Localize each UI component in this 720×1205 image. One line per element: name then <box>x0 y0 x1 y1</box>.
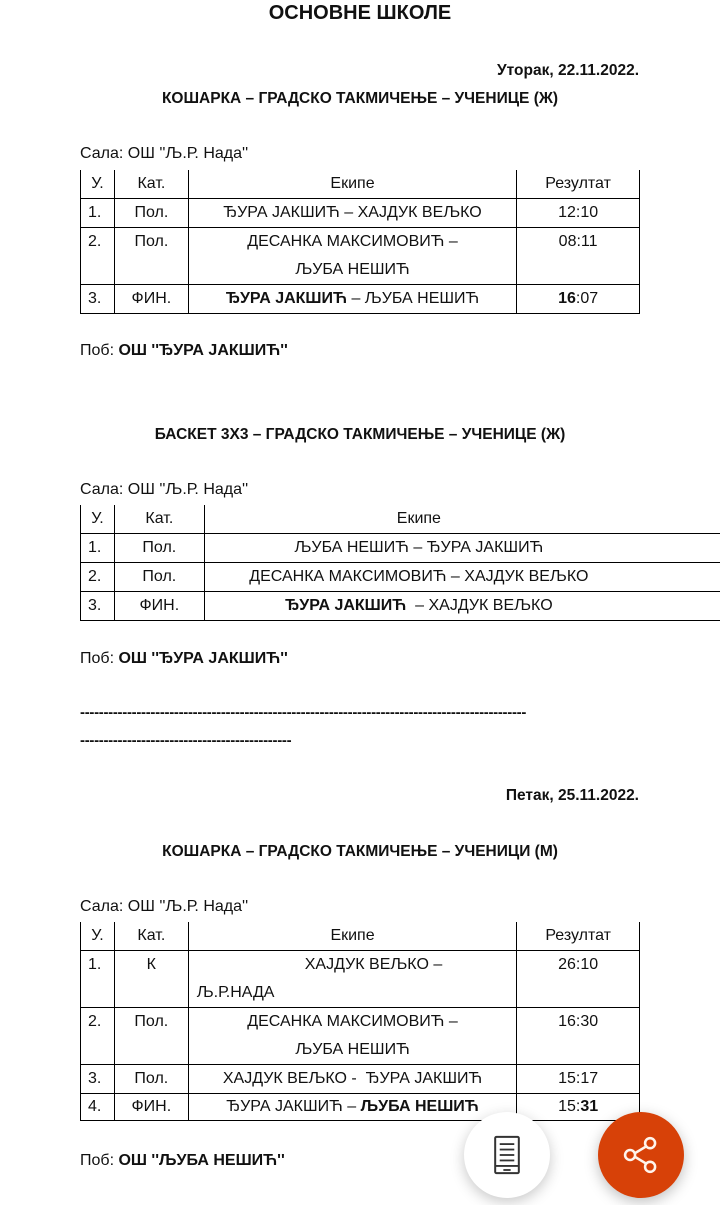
score-a: 08 <box>558 233 577 250</box>
col-no: У. <box>81 170 115 199</box>
team-b: ХАЈДУК ВЕЉКО <box>428 597 553 614</box>
team-sep: – <box>408 539 427 556</box>
row-teams <box>188 1008 517 1065</box>
table-row <box>81 228 640 285</box>
row-score: 15:17 <box>517 1065 640 1094</box>
row-score <box>517 228 640 285</box>
row-score <box>517 285 640 314</box>
score-b: 10 <box>580 204 599 221</box>
row-cat: Пол. <box>114 1008 188 1065</box>
score-b-winner: 31 <box>580 1098 599 1115</box>
section2-table <box>80 505 720 621</box>
row-cat: К <box>114 951 188 1008</box>
share-icon <box>621 1135 661 1175</box>
score-sep: : <box>575 204 581 221</box>
col-cat: Кат. <box>114 170 188 199</box>
row-cat: ФИН. <box>114 285 188 314</box>
team-sep: – <box>347 290 365 307</box>
row-no: 3. <box>81 592 115 621</box>
row-cat: Пол. <box>114 1065 188 1094</box>
team-a: ЂУРА ЈАКШИЋ <box>223 204 340 221</box>
section1-venue: Сала: ОШ ''Љ.Р. Нада'' <box>80 145 249 162</box>
team-a-winner: ЂУРА ЈАКШИЋ <box>225 290 347 307</box>
table-row <box>81 1094 640 1121</box>
col-cat: Кат. <box>114 922 188 951</box>
col-result: Резултат <box>517 922 640 951</box>
winner-label: Поб: <box>80 1152 119 1169</box>
row-score: 16:30 <box>517 1008 640 1065</box>
row-score: 26:10 <box>517 951 640 1008</box>
team-sep: – <box>444 233 458 250</box>
winner-label: Поб: <box>80 650 119 667</box>
team-a-winner: ЂУРА ЈАКШИЋ <box>285 597 407 614</box>
winner-label: Поб: <box>80 342 119 359</box>
winner-name: ОШ ''ЉУБА НЕШИЋ'' <box>118 1152 285 1169</box>
row-no: 1. <box>81 199 115 228</box>
row-no: 3. <box>81 285 115 314</box>
row-teams <box>188 285 516 314</box>
team-sep: – <box>406 597 429 614</box>
date-friday: Петак, 25.11.2022. <box>505 787 639 804</box>
team-sep: – <box>339 204 358 221</box>
col-cat: Кат. <box>114 505 204 534</box>
team-b: ХАЈДУК ВЕЉКО <box>464 568 589 585</box>
team-a: ДЕСАНКА МАКСИМОВИЋ <box>247 1013 445 1030</box>
team-b: Љ.Р.НАДА <box>196 984 275 1001</box>
winner-name: ОШ ''ЂУРА ЈАКШИЋ'' <box>118 650 288 667</box>
table-row <box>81 563 720 592</box>
score-b: 11 <box>580 233 598 250</box>
team-a: ЉУБА НЕШИЋ <box>294 539 409 556</box>
section2-venue: Сала: ОШ ''Љ.Р. Нада'' <box>80 481 249 498</box>
share-button[interactable] <box>598 1112 684 1198</box>
col-teams: Екипе <box>188 922 517 951</box>
table-row <box>81 199 640 228</box>
score-sep: : <box>576 233 581 250</box>
team-b: ЂУРА ЈАКШИЋ <box>365 1070 483 1087</box>
team-b: ЉУБА НЕШИЋ <box>295 1041 410 1058</box>
section1-heading: КОШАРКА – ГРАДСКО ТАКМИЧЕЊЕ – УЧЕНИЦЕ (Ж) <box>161 90 559 107</box>
table-header <box>81 170 640 199</box>
score-a: 12 <box>558 204 576 221</box>
section3-winner <box>80 1152 285 1170</box>
row-no: 1. <box>81 534 115 563</box>
row-no: 1. <box>81 951 115 1008</box>
row-cat: Пол. <box>114 534 204 563</box>
col-teams: Екипе <box>204 505 720 534</box>
table-row <box>81 592 720 621</box>
score-a-winner: 16 <box>558 290 576 307</box>
section1-table <box>80 170 640 314</box>
row-teams <box>188 951 517 1008</box>
row-teams <box>204 534 720 563</box>
document-reader-icon <box>493 1135 521 1175</box>
table-header <box>81 505 720 534</box>
row-teams <box>204 592 720 621</box>
row-teams <box>188 1094 517 1121</box>
col-no: У. <box>81 505 115 534</box>
team-b: ЉУБА НЕШИЋ <box>295 261 410 278</box>
col-no: У. <box>81 922 115 951</box>
score-a: 15: <box>558 1098 581 1115</box>
row-no: 2. <box>81 1008 115 1065</box>
section3-venue: Сала: ОШ ''Љ.Р. Нада'' <box>80 898 249 915</box>
row-no: 3. <box>81 1065 115 1094</box>
row-teams <box>188 199 516 228</box>
row-cat: Пол. <box>114 228 188 285</box>
section2-heading: БАСКЕТ 3Х3 – ГРАДСКО ТАКМИЧЕЊЕ – УЧЕНИЦЕ (Ж) <box>154 426 566 443</box>
team-a: ХАЈДУК ВЕЉКО <box>222 1070 347 1087</box>
table-row <box>81 534 720 563</box>
team-sep: – <box>342 1098 361 1115</box>
row-teams <box>204 563 720 592</box>
dash-separator-line-1: ----------------------------------------------------------------------------------------------- <box>80 704 527 721</box>
team-a: ДЕСАНКА МАКСИМОВИЋ <box>249 568 447 585</box>
row-cat: Пол. <box>114 199 188 228</box>
team-a: ХАЈДУК ВЕЉКО <box>304 956 429 973</box>
table-header <box>81 922 640 951</box>
section2-winner <box>80 650 288 668</box>
team-b-winner: ЉУБА НЕШИЋ <box>360 1098 479 1115</box>
document-title: ОСНОВНЕ ШКОЛЕ <box>268 2 452 24</box>
team-b: ХАЈДУК ВЕЉКО <box>357 204 482 221</box>
score-sep: : <box>575 290 581 307</box>
row-cat: ФИН. <box>114 592 204 621</box>
date-tuesday: Уторак, 22.11.2022. <box>497 62 639 79</box>
row-cat: ФИН. <box>114 1094 188 1121</box>
team-sep: – <box>446 568 465 585</box>
section3-table <box>80 922 640 1121</box>
team-a: ДЕСАНКА МАКСИМОВИЋ <box>247 233 445 250</box>
team-sep: – <box>444 1013 458 1030</box>
row-cat: Пол. <box>114 563 204 592</box>
table-row <box>81 1008 640 1065</box>
row-teams <box>188 228 516 285</box>
team-b: ЉУБА НЕШИЋ <box>364 290 480 307</box>
table-row <box>81 285 640 314</box>
row-no: 2. <box>81 228 115 285</box>
table-row <box>81 951 640 1008</box>
winner-name: ОШ ''ЂУРА ЈАКШИЋ'' <box>118 342 288 359</box>
team-b: ЂУРА ЈАКШИЋ <box>426 539 544 556</box>
col-teams: Екипе <box>188 170 516 199</box>
dash-separator-line-2: --------------------------------------------- <box>80 732 292 749</box>
score-b: 07 <box>580 290 599 307</box>
team-sep: – <box>428 956 443 973</box>
row-no: 2. <box>81 563 115 592</box>
team-a: ЂУРА ЈАКШИЋ <box>226 1098 343 1115</box>
row-teams <box>188 1065 517 1094</box>
section3-heading: КОШАРКА – ГРАДСКО ТАКМИЧЕЊЕ – УЧЕНИЦИ (М) <box>162 843 558 860</box>
section1-winner <box>80 342 288 360</box>
table-row <box>81 1065 640 1094</box>
row-no: 4. <box>81 1094 115 1121</box>
row-score <box>517 199 640 228</box>
col-result: Резултат <box>517 170 640 199</box>
team-sep: - <box>346 1070 366 1087</box>
reader-mode-button[interactable] <box>464 1112 550 1198</box>
